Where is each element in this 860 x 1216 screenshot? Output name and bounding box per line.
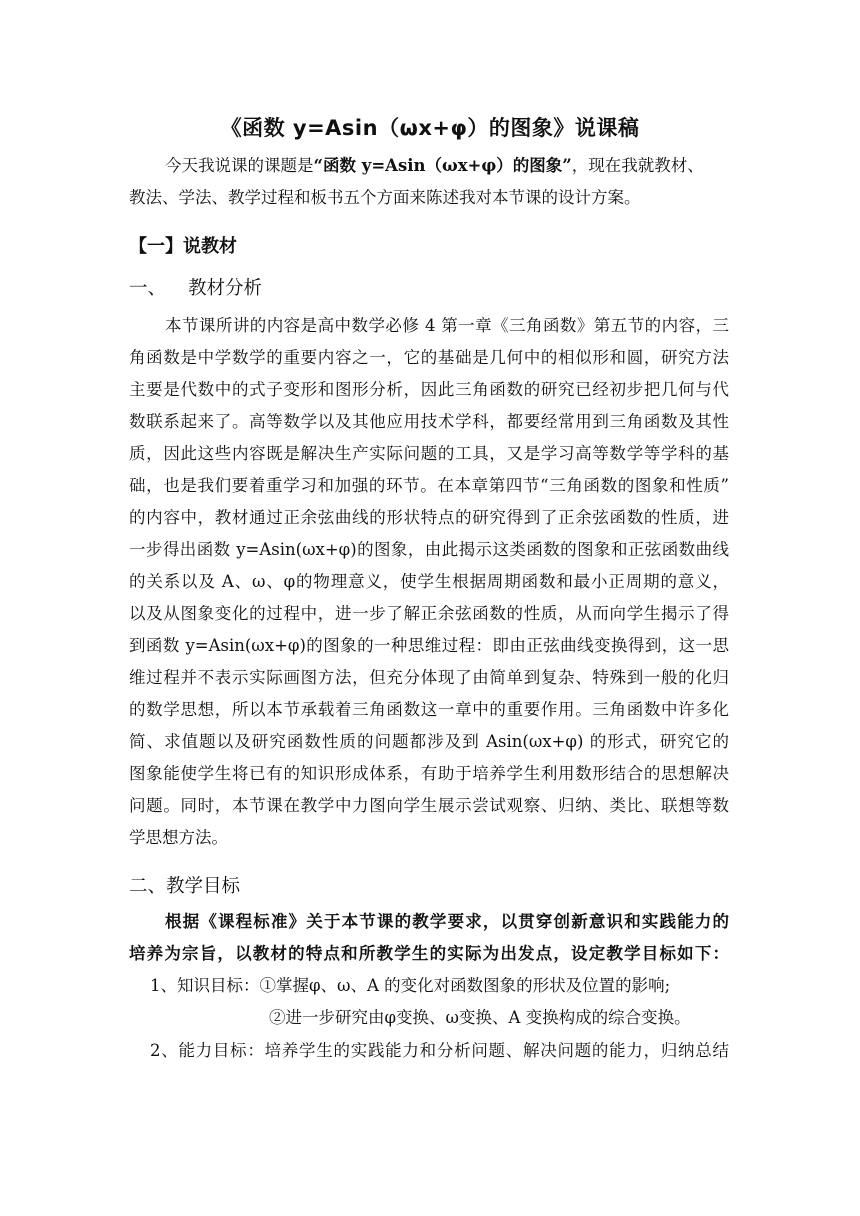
section-heading-1: 【一】说教材	[129, 236, 237, 257]
goal-knowledge-b: ②进一步研究由φ变换、ω变换、A 变换构成的综合变换。	[269, 1008, 691, 1027]
intro-line-2: 教法、学法、教学过程和板书五个方面来陈述我对本节课的设计方案。	[129, 188, 641, 207]
paragraph-line: 以及从图象变化的过程中，进一步了解正余弦函数的性质，从而向学生揭示了得	[129, 604, 729, 623]
paragraph-line: 的关系以及 A、ω、φ的物理意义，使学生根据周期函数和最小正周期的意义，	[129, 572, 729, 591]
paragraph-line: 的数学思想，所以本节承载着三角函数这一章中的重要作用。三角函数中许多化	[129, 700, 729, 719]
intro-topic: “函数 y=Asin（ωx+φ）的图象”	[313, 156, 572, 175]
document-title: 《函数 y=Asin（ωx+φ）的图象》说课稿	[220, 116, 640, 140]
subsection-number: 一、	[129, 278, 167, 299]
intro-text-a: 今天我说课的课题是	[165, 156, 314, 175]
paragraph-line: 数联系起来了。高等数学以及其他应用技术学科，都要经常用到三角函数及其性	[129, 412, 729, 431]
paragraph-line: 主要是代数中的式子变形和图形分析，因此三角函数的研究已经初步把几何与代	[129, 380, 729, 399]
paragraph-line: 础，也是我们要着重学习和加强的环节。在本章第四节“三角函数的图象和性质”	[129, 476, 729, 495]
paragraph-line: 的内容中，教材通过正余弦曲线的形状特点的研究得到了正余弦函数的性质，进	[129, 508, 729, 527]
intro-text-c: ，现在我就教材、	[571, 156, 704, 175]
subsection-heading-2: 二、教学目标	[129, 876, 241, 897]
paragraph-line: 本节课所讲的内容是高中数学必修 4 第一章《三角函数》第五节的内容，三	[165, 316, 729, 335]
goals-intro-line: 培养为宗旨，以教材的特点和所教学生的实际为出发点，设定教学目标如下：	[129, 944, 729, 963]
paragraph-line: 质，因此这些内容既是解决生产实际问题的工具，又是学习高等数学等学科的基	[129, 444, 729, 463]
intro-line-1	[165, 158, 729, 175]
paragraph-line: 一步得出函数 y=Asin(ωx+φ)的图象，由此揭示这类函数的图象和正弦函数曲线	[129, 540, 729, 559]
paragraph-line: 维过程并不表示实际画图方法，但充分体现了由简单到复杂、特殊到一般的化归	[129, 668, 729, 687]
paragraph-line: 角函数是中学数学的重要内容之一，它的基础是几何中的相似形和圆，研究方法	[129, 348, 729, 367]
goal-knowledge	[150, 978, 730, 995]
paragraph-line: 简、求值题以及研究函数性质的问题都涉及到 Asin(ωx+φ) 的形式，研究它的	[129, 732, 729, 751]
paragraph-line: 学思想方法。	[129, 828, 228, 847]
subsection-heading-1	[129, 274, 262, 300]
subsection-title: 教材分析	[188, 278, 263, 299]
paragraph-line: 图象能使学生将已有的知识形成体系，有助于培养学生利用数形结合的思想解决	[129, 764, 729, 783]
goal-knowledge-label: 1、知识目标：	[150, 976, 260, 995]
goal-ability: 2、能力目标：培养学生的实践能力和分析问题、解决问题的能力，归纳总结	[150, 1041, 729, 1060]
goals-intro-line: 根据《课程标准》关于本节课的教学要求，以贯穿创新意识和实践能力的	[165, 912, 729, 931]
goal-knowledge-a: ①掌握φ、ω、A 的变化对函数图象的形状及位置的影响;	[259, 976, 671, 995]
paragraph-line: 问题。同时，本节课在教学中力图向学生展示尝试观察、归纳、类比、联想等数	[129, 796, 729, 815]
paragraph-line: 到函数 y=Asin(ωx+φ)的图象的一种思维过程：即由正弦曲线变换得到，这一思	[129, 636, 729, 655]
